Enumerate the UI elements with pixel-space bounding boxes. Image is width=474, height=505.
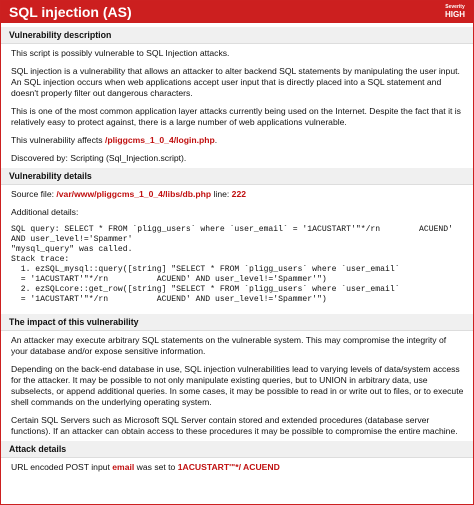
severity-caption: Severity (445, 4, 465, 10)
impact-paragraph: An attacker may execute arbitrary SQL statements on the vulnerable system. This may compromise the integrity of your database and/or expose sensitive information. (11, 335, 447, 356)
impact-body (1, 331, 473, 441)
section-attack-details: Attack details (1, 441, 473, 458)
section-vulnerability-details: Vulnerability details (1, 168, 473, 185)
affects-line (11, 135, 465, 146)
report-title: SQL injection (AS) (9, 4, 132, 20)
sql-trace-code: SQL query: SELECT * FROM `pligg_users` where `user_email` = '1ACUSTART'"*/rn ACUEND' AND user_level!='Spammer' "mysql_query" was called. Stack trace: 1. ezSQL_mysql::query([string] "SELECT * FROM `pligg_users` where `user_email` = '1ACUSTART'"*/rn ACUEND' AND user_level!='Spammer'") 2. ezSQLcore::get_row([string] "SELECT * FROM `pligg_users` where `user_email` = '1ACUSTART'"*/rn ACUEND' AND user_level!='Spammer'") (11, 225, 453, 304)
discovered-by: Discovered by: Scripting (Sql_Injection.script). (11, 153, 187, 163)
description-body (1, 44, 473, 168)
description-intro: This script is possibly vulnerable to SQL Injection attacks. (11, 48, 230, 58)
attack-parameter: email (112, 462, 135, 472)
attack-line (11, 462, 465, 473)
additional-details-label: Additional details: (11, 207, 79, 217)
source-label: Source file: (11, 189, 57, 199)
attack-label: URL encoded POST input (11, 462, 113, 472)
attack-value: 1ACUSTART'"*/ ACUEND (177, 462, 280, 472)
source-file-path: /var/www/pliggcms_1_0_4/libs/db.php (56, 189, 212, 199)
source-file-line (11, 189, 465, 200)
title-bar (1, 1, 473, 23)
attack-body (1, 458, 473, 477)
details-body (1, 185, 473, 314)
severity-level: HIGH (445, 10, 465, 19)
affects-label: This vulnerability affects (11, 135, 105, 145)
description-paragraph: This is one of the most common application layer attacks currently being used on the Internet. Despite the fact that it is relatively easy to protect against, there is a large number of web applications vulnerable. (11, 106, 461, 127)
line-label: line: (211, 189, 232, 199)
section-vulnerability-description: Vulnerability description (1, 27, 473, 44)
description-paragraph: SQL injection is a vulnerability that allows an attacker to alter backend SQL statements by manipulating the user input. An SQL injection occurs when web applications accept user input that is directly placed into a SQL statement and doesn't properly filter out dangerous characters. (11, 66, 460, 98)
attack-mid-text: was set to (134, 462, 178, 472)
affects-suffix: . (214, 135, 218, 145)
impact-paragraph: Certain SQL Servers such as Microsoft SQL Server contain stored and extended procedures (database server functions). If an attacker can obtain access to these procedures it may be possible to compromise the entire machine. (11, 415, 458, 436)
impact-paragraph: Depending on the back-end database in use, SQL injection vulnerabilities lead to varying levels of data/system access for the attacker. It may be possible to not only manipulate existing queries, but to UNION in arbitrary data, use subselects, or append additional queries. In some cases, it may be possible to read in or write out to files, or to execute shell commands on the underlying operating system. (11, 364, 464, 407)
line-number: 222 (231, 189, 247, 199)
section-impact: The impact of this vulnerability (1, 314, 473, 331)
affected-file: /pliggcms_1_0_4/login.php (104, 135, 215, 145)
severity-badge (445, 4, 465, 20)
